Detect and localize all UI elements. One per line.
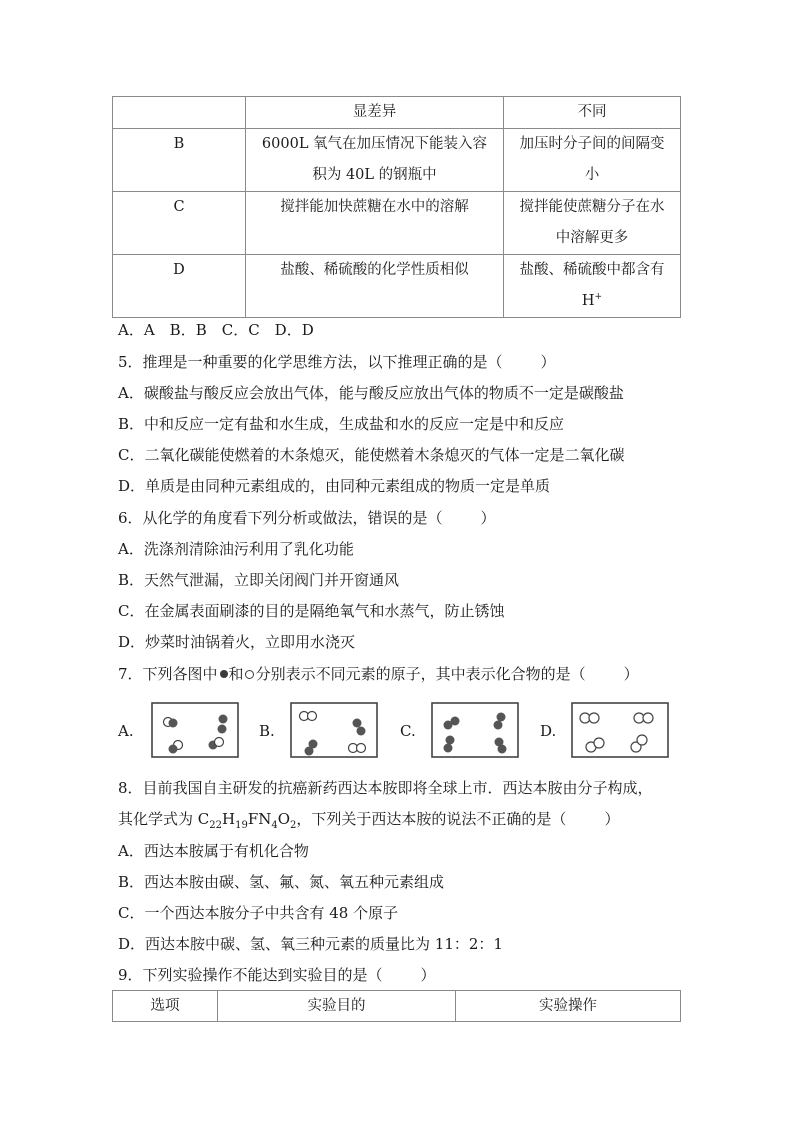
- filled-atom: [494, 721, 503, 730]
- table-header-cell: [113, 97, 246, 129]
- q8-stem-line1: 8．目前我国自主研发的抗癌新药西达本胺即将全球上市．西达本胺由分子构成，: [118, 779, 653, 797]
- formula-element: O: [277, 810, 291, 828]
- hollow-atom: [215, 738, 224, 747]
- table-header-cell: 实验目的: [218, 991, 456, 1022]
- q4-answer-options: A．A B．B C．C D．D: [118, 321, 314, 339]
- cell-line: 盐酸、稀硫酸的化学性质相似: [280, 262, 469, 278]
- table-header-cell: 选项: [113, 991, 218, 1022]
- filled-atom: [446, 736, 455, 745]
- experiment-table: [112, 990, 681, 1022]
- cell-line: 6000L 氧气在加压情况下能装入容: [261, 136, 488, 152]
- hollow-atom: [357, 744, 366, 753]
- table-row: [113, 192, 681, 255]
- q5-stem-text: 5．推理是一种重要的化学思维方法，以下推理正确的是（: [118, 353, 503, 371]
- filled-atom: [357, 727, 366, 736]
- filled-atom: [444, 744, 453, 753]
- filled-atom: [498, 745, 507, 754]
- cell-line: 搅拌能加快蔗糖在水中的溶解: [280, 199, 469, 215]
- hollow-atom: [594, 738, 604, 748]
- q5-option-a: A．碳酸盐与酸反应会放出气体，能与酸反应放出气体的物质不一定是碳酸盐: [118, 384, 624, 402]
- table-row: [113, 129, 681, 192]
- cell-line: [510, 286, 674, 317]
- filled-atom: [218, 725, 227, 734]
- formula-subscript: 2: [290, 820, 297, 831]
- q7-stem: [118, 664, 639, 684]
- q8-stem-close: ）: [604, 810, 620, 828]
- option-cell: D: [113, 255, 246, 318]
- cell-line: 盐酸、稀硫酸中都含有: [519, 262, 665, 278]
- formula-element: H: [221, 810, 236, 828]
- filled-atom: [497, 713, 506, 722]
- fact-cell: [246, 192, 504, 255]
- q7-diagram-c: [431, 702, 519, 758]
- q5-option-d: D．单质是由同种元素组成的，由同种元素组成的物质一定是单质: [118, 477, 551, 495]
- option-cell: C: [113, 192, 246, 255]
- table-header-cell: 不同: [504, 97, 681, 129]
- q7-label-a: A.: [118, 722, 134, 740]
- filled-atom: [353, 719, 362, 728]
- fact-cell: [246, 129, 504, 192]
- filled-atom: [169, 745, 178, 754]
- q8-option-d: D．西达本胺中碳、氢、氧三种元素的质量比为 11：2：1: [118, 935, 503, 953]
- cell-line: 加压时分子间的间隔变: [519, 136, 665, 152]
- q6-stem: [118, 508, 496, 528]
- explanation-cell: [504, 192, 681, 255]
- table-header-cell: 实验操作: [456, 991, 681, 1022]
- formula-subscript: 4: [271, 820, 278, 831]
- q7-stem-rest: 分别表示不同元素的原子，其中表示化合物的是（: [255, 665, 586, 683]
- q9-stem-text: 9．下列实验操作不能达到实验目的是（: [118, 966, 383, 984]
- q7-diagram-b: [290, 702, 378, 758]
- q7-diagram-d: [571, 702, 669, 758]
- hollow-atom: [643, 713, 653, 723]
- q6-stem-text: 6．从化学的角度看下列分析或做法，错误的是（: [118, 509, 443, 527]
- q6-option-a: A．洗涤剂清除油污利用了乳化功能: [118, 540, 354, 558]
- table-header-row: [113, 97, 681, 129]
- formula-prefix: 其化学式为 C: [118, 810, 210, 828]
- cell-line: 搅拌能使蔗糖分子在水: [519, 199, 665, 215]
- superscript-plus: +: [594, 292, 603, 303]
- q5-option-b: B．中和反应一定有盐和水生成，生成盐和水的反应一定是中和反应: [118, 415, 565, 433]
- hollow-atom: [308, 712, 317, 721]
- q7-label-d: D.: [540, 722, 557, 740]
- filled-atom: [451, 717, 460, 726]
- hollow-atom: [589, 713, 599, 723]
- q8-stem-line2: [118, 809, 619, 829]
- q5-stem-close: ）: [540, 353, 556, 371]
- table-header-row: [113, 991, 681, 1022]
- q8-stem-text: ，下列关于西达本胺的说法不正确的是（: [296, 810, 567, 828]
- q6-option-c: C．在金属表面刷漆的目的是隔绝氧气和水蒸气，防止锈蚀: [118, 602, 505, 620]
- hollow-atom-icon: [245, 670, 254, 679]
- filled-atom: [305, 747, 314, 756]
- q7-diagram-a: [151, 702, 239, 758]
- option-cell: B: [113, 129, 246, 192]
- cell-line: 积为 40L 的钢瓶中: [312, 167, 437, 183]
- explanation-table: [112, 96, 681, 318]
- q7-stem-and: 和: [228, 665, 244, 683]
- formula-subscript: 22: [209, 820, 222, 831]
- table-header-cell: 显差异: [246, 97, 504, 129]
- q8-option-b: B．西达本胺由碳、氢、氟、氮、氧五种元素组成: [118, 873, 445, 891]
- q8-option-c: C．一个西达本胺分子中共含有 48 个原子: [118, 904, 399, 922]
- q6-option-b: B．天然气泄漏，立即关闭阀门并开窗通风: [118, 571, 400, 589]
- q6-stem-close: ）: [480, 509, 496, 527]
- q7-label-c: C.: [400, 722, 416, 740]
- explanation-cell: [504, 129, 681, 192]
- q7-stem-close: ）: [623, 665, 639, 683]
- q5-option-c: C．二氧化碳能使燃着的木条熄灭，能使燃着木条熄灭的气体一定是二氧化碳: [118, 446, 625, 464]
- q8-option-a: A．西达本胺属于有机化合物: [118, 842, 309, 860]
- q7-label-b: B.: [259, 722, 275, 740]
- filled-atom: [169, 719, 178, 728]
- q9-stem: [118, 965, 436, 985]
- cell-line: 中溶解更多: [555, 230, 629, 246]
- fact-cell: [246, 255, 504, 318]
- formula-element: FN: [247, 810, 272, 828]
- q7-stem-text: 7．下列各图中: [118, 665, 218, 683]
- q5-stem: [118, 352, 556, 372]
- q6-option-d: D．炒菜时油锅着火，立即用水浇灭: [118, 633, 356, 651]
- h-ion: H: [581, 293, 595, 309]
- formula-subscript: 19: [235, 820, 248, 831]
- explanation-cell: [504, 255, 681, 318]
- q9-stem-close: ）: [420, 966, 436, 984]
- hollow-atom: [637, 735, 647, 745]
- filled-atom-icon: [220, 670, 228, 678]
- filled-atom: [219, 715, 228, 724]
- cell-line: 小: [584, 167, 600, 183]
- table-row: [113, 255, 681, 318]
